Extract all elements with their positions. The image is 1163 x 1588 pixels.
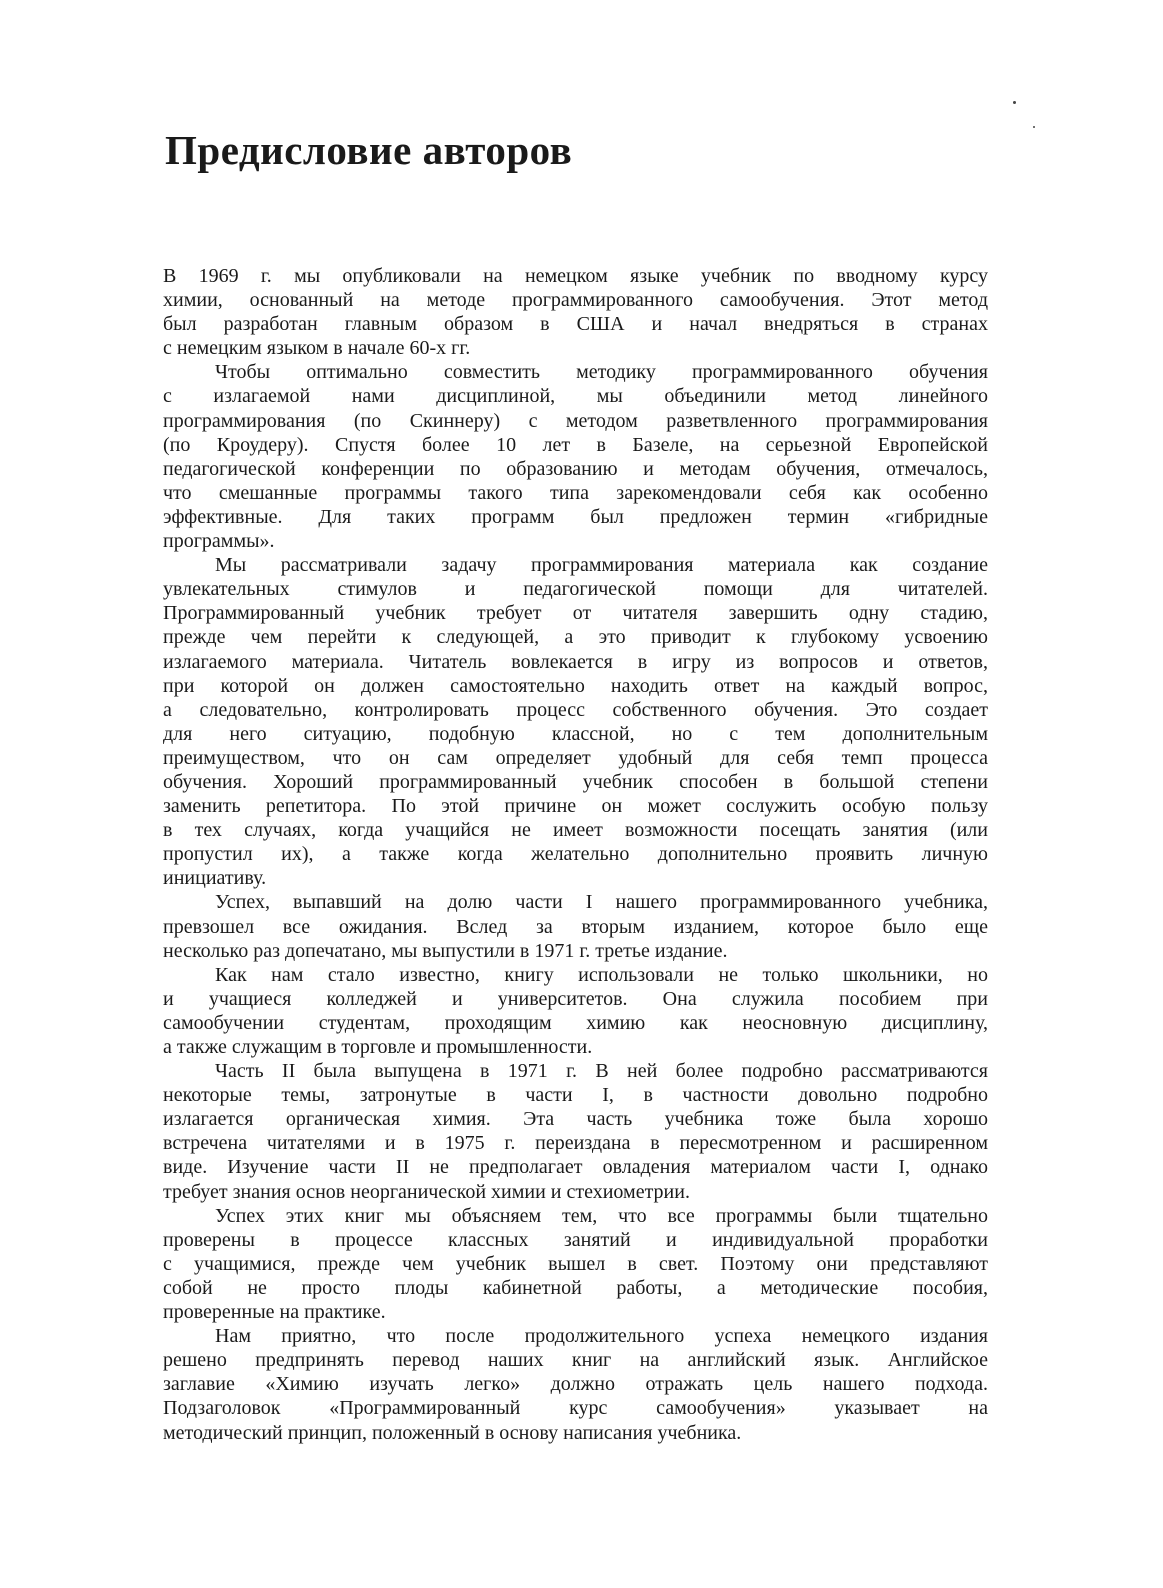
text-line: требует знания основ неорганической химии и стехиометрии. [163,1180,690,1203]
text-line: Часть II была выпущена в 1971 г. В ней более подробно рассматриваются [215,1060,988,1083]
text-line: встречена читателями и в 1975 г. переиздана в пересмотренном и расширенном [163,1132,988,1155]
paragraph [163,963,988,1059]
text-line: самообучении студентам, проходящим химию как неосновную дисциплину, [163,1011,988,1034]
text-line: увлекательных стимулов и педагогической помощи для читателей. [163,578,988,601]
text-line: с учащимися, прежде чем учебник вышел в свет. Поэтому они представляют [163,1252,988,1275]
text-line: проверенные на практике. [163,1301,386,1324]
text-line: заглавие «Химию изучать легко» должно отражать цель нашего подхода. [163,1373,988,1396]
text-line: Мы рассматривали задачу программирования материала как создание [215,554,988,577]
paragraph [163,1204,988,1324]
paragraph [163,553,988,890]
text-line: был разработан главным образом в США и начал внедряться в странах [163,313,988,336]
text-line: химии, основанный на методе программированного самообучения. Этот метод [163,289,988,312]
scan-speck [1013,101,1016,104]
text-line: Программированный учебник требует от читателя завершить одну стадию, [163,602,988,625]
text-line: Успех этих книг мы объясняем тем, что все программы были тщательно [215,1204,988,1227]
text-line: Как нам стало известно, книгу использовали не только школьники, но [215,963,988,986]
text-line: и учащиеся колледжей и университетов. Она служила пособием при [163,987,988,1010]
text-line: преимуществом, что он сам определяет удобный для себя темп процесса [163,746,988,769]
scan-speck [1033,126,1035,128]
text-line: что смешанные программы такого типа зарекомендовали себя как особенно [163,481,988,504]
text-line: излагаемого материала. Читатель вовлекается в игру из вопросов и ответов, [163,650,988,673]
text-line: В 1969 г. мы опубликовали на немецком языке учебник по вводному курсу [163,265,988,287]
text-line: Успех, выпавший на долю части I нашего программированного учебника, [215,891,988,914]
text-line: Чтобы оптимально совместить методику программированного обучения [215,361,988,384]
text-line: собой не просто плоды кабинетной работы, а методические пособия, [163,1276,988,1299]
text-line: обучения. Хороший программированный учебник способен в большой степени [163,770,988,793]
paragraph [163,360,988,553]
text-line: программирования (по Скиннеру) с методом разветвленного программирования [163,409,988,432]
text-line: с излагаемой нами дисциплиной, мы объединили метод линейного [163,385,988,408]
page-title: Предисловие авторов [165,127,573,173]
text-line: методический принцип, положенный в основу написания учебника. [163,1421,742,1444]
text-line: излагается органическая химия. Эта часть учебника тоже была хорошо [163,1108,988,1131]
text-line: Подзаголовок «Программированный курс самообучения» указывает на [163,1397,988,1420]
text-line: прежде чем перейти к следующей, а это приводит к глубокому усвоению [163,626,988,649]
text-line: превзошел все ожидания. Вслед за вторым изданием, которое было еще [163,915,988,938]
text-line: некоторые темы, затронутые в части I, в частности довольно подробно [163,1084,988,1107]
text-line: инициативу. [163,867,267,890]
text-line: а следовательно, контролировать процесс собственного обучения. Это создает [163,698,988,721]
paragraph [163,1324,988,1444]
text-line: программы». [163,530,275,553]
paragraph [163,264,988,360]
text-line: проверены в процессе классных занятий и индивидуальной проработки [163,1228,988,1251]
text-line: заменить репетитора. По этой причине он может сослужить особую пользу [163,795,988,818]
paragraph [163,890,988,962]
text-line: с немецким языком в начале 60-х гг. [163,337,471,360]
text-line: пропустил их), а также когда желательно дополнительно проявить личную [163,843,988,866]
text-line: (по Кроудеру). Спустя более 10 лет в Базеле, на серьезной Европейской [163,433,988,456]
text-line: при которой он должен самостоятельно находить ответ на каждый вопрос, [163,674,988,697]
text-line: решено предпринять перевод наших книг на английский язык. Английское [163,1349,988,1372]
text-line: для него ситуацию, подобную классной, но с тем дополнительным [163,722,988,745]
text-line: виде. Изучение части II не предполагает овладения материалом части I, однако [163,1156,988,1179]
body-text [163,264,988,1445]
text-line: несколько раз допечатано, мы выпустили в 1971 г. третье издание. [163,939,728,962]
text-line: в тех случаях, когда учащийся не имеет возможности посещать занятия (или [163,819,988,842]
text-line: педагогической конференции по образованию и методам обучения, отмечалось, [163,457,988,480]
text-line: а также служащим в торговле и промышленности. [163,1036,593,1058]
paragraph [163,1059,988,1204]
text-line: Нам приятно, что после продолжительного успеха немецкого издания [215,1325,988,1348]
text-line: эффективные. Для таких программ был предложен термин «гибридные [163,505,988,528]
